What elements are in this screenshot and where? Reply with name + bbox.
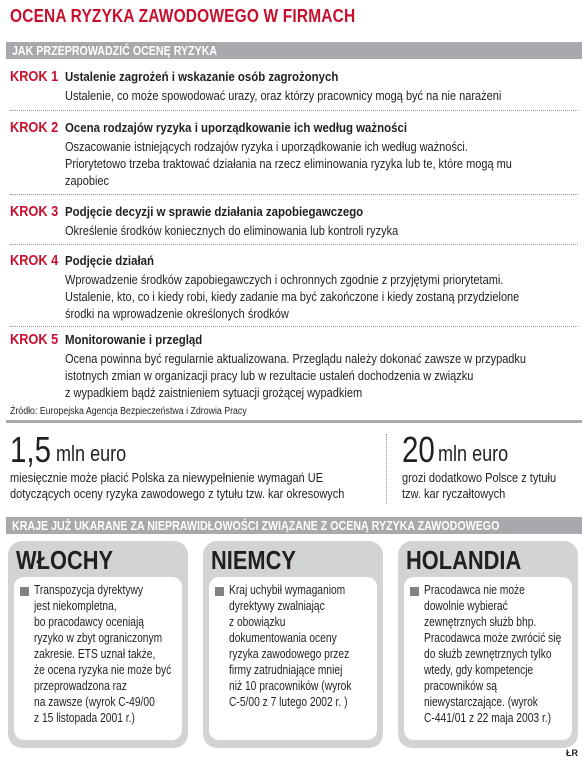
- section-header-countries-label: KRAJE JUŻ UKARANE ZA NIEPRAWIDŁOWOŚCI ZWIĄZANE Z OCENĄ RYZYKA ZAWODOWEGO: [12, 518, 500, 533]
- country-panel: [209, 577, 377, 740]
- country-box-germany: [203, 541, 383, 748]
- country-line: jest niekompletna,: [34, 599, 117, 613]
- step-line: Ustalenie, co może spowodować urazy, oraz którzy pracownicy mogą być na nie narażeni: [65, 89, 502, 103]
- country-line: C-5/00 z 7 lutego 2002 r. ): [229, 695, 348, 709]
- source-note: Źródło: Europejska Agencja Bezpieczeństwa i Zdrowia Pracy: [10, 406, 247, 417]
- country-line: dokumentowania oceny: [229, 631, 337, 645]
- step-heading: Ocena rodzajów ryzyka i uporządkowanie ich według ważności: [65, 120, 408, 135]
- country-panel: [404, 577, 572, 740]
- step-line: zapobiec: [65, 174, 110, 188]
- divider: [10, 326, 578, 327]
- square-bullet-icon: [410, 587, 419, 596]
- section-header-countries: [6, 517, 582, 534]
- country-line: że ocena ryzyka nie może być: [34, 663, 172, 677]
- step-line: Priorytetowo trzeba traktować działania na rzecz eliminowania ryzyka lub te, które mogą mu: [65, 157, 512, 171]
- country-line: na zawsze (wyrok C-49/00: [34, 695, 155, 709]
- country-description: [229, 582, 381, 710]
- country-line: Pracodawca może zwrócić się: [424, 631, 562, 645]
- country-description: [34, 582, 186, 726]
- step-description: [65, 351, 562, 402]
- country-line: do służb zewnętrznych tylko: [424, 647, 552, 661]
- step-label: KROK 1: [10, 68, 59, 85]
- step-heading: Podjęcie decyzji w sprawie działania zapobiegawczego: [65, 204, 364, 219]
- figure-line: tzw. kar ryczałtowych: [402, 487, 506, 501]
- author-credit: ŁR: [566, 748, 578, 758]
- divider: [10, 110, 578, 111]
- step-label: KROK 4: [10, 252, 59, 269]
- divider: [10, 194, 578, 195]
- country-line: Pracodawca nie może: [424, 583, 525, 597]
- country-line: wtedy, gdy kompetencje: [424, 663, 534, 677]
- country-line: zakresie. ETS uznał także,: [34, 647, 156, 661]
- country-name: WŁOCHY: [16, 545, 114, 575]
- country-name: HOLANDIA: [406, 545, 522, 575]
- country-line: bo pracodawcy oceniają: [34, 615, 144, 629]
- step-line: z wypadkiem bądź zaistnieniem sytuacji grożącej wypadkiem: [65, 386, 363, 400]
- step-line: Wprowadzenie środków zapobiegawczych i ochronnych zgodnie z przyjętymi priorytetami.: [65, 273, 504, 287]
- step-label: KROK 3: [10, 203, 59, 220]
- country-line: przeprowadzona raz: [34, 679, 127, 693]
- country-line: Kraj uchybił wymaganiom: [229, 583, 346, 597]
- section-header-steps: [6, 42, 582, 59]
- step-description: [65, 88, 562, 105]
- figure-unit: mln euro: [438, 441, 509, 466]
- step-line: Określenie środków koniecznych do eliminowania lub kontroli ryzyka: [65, 224, 399, 238]
- country-description: [424, 582, 576, 726]
- country-box-italy: [8, 541, 188, 748]
- step-line: Ocena powinna być regularnie aktualizowana. Przeglądu należy dokonać zawsze w przypadku: [65, 352, 527, 366]
- divider: [10, 244, 578, 245]
- country-line: ryzyka zawodowego przez: [229, 647, 350, 661]
- country-line: niewystarczające. (wyrok: [424, 695, 538, 709]
- step-line: środki na wprowadzenie określonych środków: [65, 307, 289, 321]
- square-bullet-icon: [20, 587, 29, 596]
- step-line: istotnych zmian w organizacji pracy lub w rezultacie ustaleń dochodzenia w związku: [65, 369, 474, 383]
- country-line: zewnętrznych służb bhp.: [424, 615, 537, 629]
- step-line: Ustalenie, kto, co i kiedy robi, kiedy zadanie ma być zakończone i kiedy zostaną przydzielone: [65, 290, 520, 304]
- country-line: ryzyko w zbyt ograniczonym: [34, 631, 163, 645]
- figure-description: [10, 470, 362, 502]
- country-line: z obowiązku: [229, 615, 286, 629]
- step-heading: Ustalenie zagrożeń i wskazanie osób zagrożonych: [65, 69, 339, 84]
- step-heading: Monitorowanie i przegląd: [65, 332, 203, 347]
- country-line: niż 10 pracowników (wyrok: [229, 679, 352, 693]
- step-line: Oszacowanie istniejących rodzajów ryzyka i uporządkowanie ich według ważności.: [65, 140, 468, 154]
- step-label: KROK 2: [10, 119, 59, 136]
- figure-description: [402, 470, 578, 502]
- country-line: dyrektywy zwalniając: [229, 599, 325, 613]
- section-rule: [6, 420, 582, 423]
- page-title: OCENA RYZYKA ZAWODOWEGO W FIRMACH: [10, 6, 356, 26]
- square-bullet-icon: [215, 587, 224, 596]
- step-label: KROK 5: [10, 331, 59, 348]
- country-line: dowolnie wybierać: [424, 599, 508, 613]
- figure-value: 1,5: [10, 429, 52, 470]
- section-header-steps-label: JAK PRZEPROWADZIĆ OCENĘ RYZYKA: [12, 43, 218, 58]
- country-line: pracowników są: [424, 679, 497, 693]
- country-box-netherlands: [398, 541, 578, 748]
- country-line: firmy zatrudniające mniej: [229, 663, 343, 677]
- country-line: z 15 listopada 2001 r.): [34, 711, 135, 725]
- figure-line: grozi dodatkowo Polsce z tytułu: [402, 471, 557, 485]
- country-line: C-441/01 z 22 maja 2003 r.): [424, 711, 552, 725]
- step-heading: Podjęcie działań: [65, 253, 155, 268]
- step-description: [65, 139, 562, 190]
- step-description: [65, 272, 562, 323]
- figure-value: 20: [402, 429, 435, 470]
- figures-separator: [386, 434, 387, 504]
- figure-line: miesięcznie może płacić Polska za niewypełnienie wymagań UE: [10, 471, 324, 485]
- step-description: [65, 223, 562, 240]
- figure-unit: mln euro: [56, 441, 127, 466]
- country-panel: [14, 577, 182, 740]
- country-line: Transpozycja dyrektywy: [34, 583, 143, 597]
- country-name: NIEMCY: [211, 545, 296, 575]
- figure-line: dotyczących oceny ryzyka zawodowego z tytułu tzw. kar okresowych: [10, 487, 345, 501]
